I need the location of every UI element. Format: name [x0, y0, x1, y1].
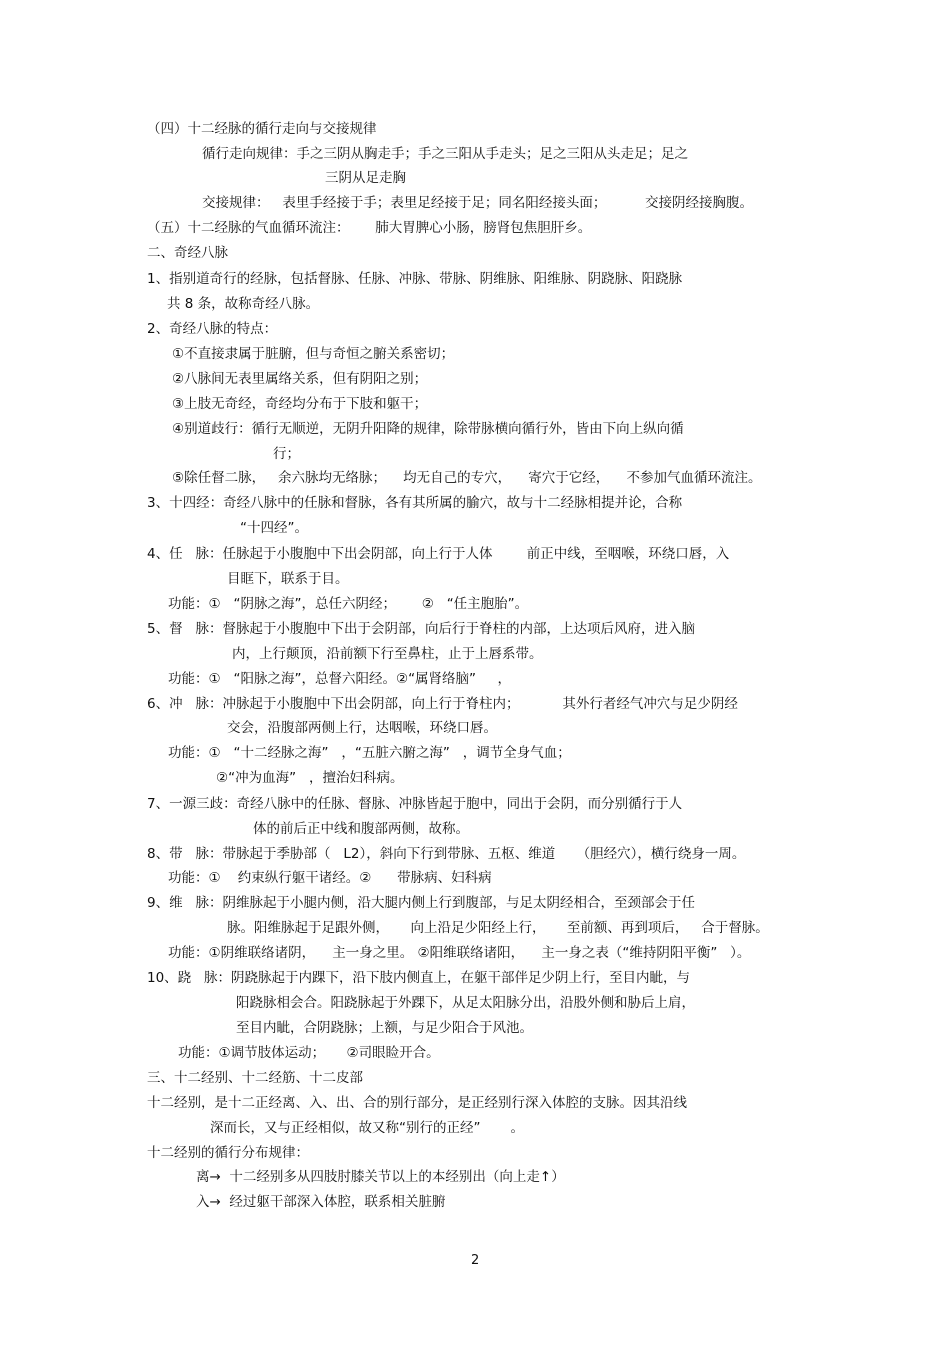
- text-line: 体的前后正中线和腹部两侧，故称。: [253, 821, 469, 837]
- text-line: 脉。阳维脉起于足跟外侧， 向上沿足少阳经上行， 至前额、再到项后， 合于督脉。: [227, 920, 769, 936]
- text-line: 7、一源三歧：奇经八脉中的任脉、督脉、冲脉皆起于胞中，同出于会阴，而分别循行于人: [147, 796, 683, 812]
- function-line: 功能：①调节肢体运动； ②司眼睑开合。: [178, 1045, 440, 1061]
- text-line: 目眶下，联系于目。: [227, 571, 349, 587]
- text-line: 入→ 经过躯干部深入体腔，联系相关脏腑: [196, 1194, 446, 1210]
- text-line: 交接规律： 表里手经接于手；表里足经接于足；同名阳经接头面； 交接阴经接胸腹。: [202, 195, 753, 211]
- text-line: 10、跷 脉：阴跷脉起于内踝下，沿下肢内侧直上，在躯干部伴足少阴上行，至目内眦，与: [147, 970, 691, 986]
- text-line: 十二经别的循行分布规律：: [147, 1145, 309, 1161]
- list-item: ⑤除任督二脉， 余六脉均无络脉； 均无自己的专穴， 寄穴于它经， 不参加气血循环流注。: [172, 470, 762, 486]
- text-line: 9、维 脉：阴维脉起于小腿内侧，沿大腿内侧上行到腹部，与足太阴经相合，至颈部会于任: [147, 895, 695, 911]
- text-line: 6、冲 脉：冲脉起于小腹胞中下出会阴部，向上行于脊柱内； 其外行者经气冲穴与足少阴经: [147, 696, 738, 712]
- text-line: “十四经”。: [240, 520, 308, 536]
- section-heading-four: （四）十二经脉的循行走向与交接规律: [147, 121, 377, 137]
- list-item: ①不直接隶属于脏腑，但与奇恒之腑关系密切；: [172, 346, 455, 362]
- function-line: 功能：①阴维联络诸阴， 主一身之里。 ②阳维联络诸阳， 主一身之表（“维持阴阳平衡” ）。: [168, 945, 751, 961]
- list-item: ③上肢无奇经，奇经均分布于下肢和躯干；: [172, 396, 428, 412]
- section-heading-five: （五）十二经脉的气血循环流注： 肺大胃脾心小肠，膀肾包焦胆肝乡。: [147, 220, 592, 236]
- list-item: ②八脉间无表里属络关系，但有阴阳之别；: [172, 371, 428, 387]
- function-line: 功能：① “十二经脉之海” ，“五脏六腑之海” ，调节全身气血；: [168, 745, 571, 761]
- text-line: 深而长，又与正经相似，故又称“别行的正经” 。: [210, 1120, 525, 1136]
- text-line: 共 8 条，故称奇经八脉。: [167, 296, 320, 312]
- function-line: 功能：① “阴脉之海”，总任六阴经； ② “任主胞胎”。: [168, 596, 529, 612]
- text-line: 3、十四经：奇经八脉中的任脉和督脉，各有其所属的腧穴，故与十二经脉相提并论，合称: [147, 495, 683, 511]
- text-line: 至目内眦，合阴跷脉；上额，与足少阳合于风池。: [236, 1020, 533, 1036]
- text-line: 内，上行颠顶，沿前额下行至鼻柱，止于上唇系带。: [232, 646, 543, 662]
- list-item: ④别道歧行：循行无顺逆，无阴升阳降的规律，除带脉横向循行外，皆由下向上纵向循: [172, 421, 684, 437]
- text-line: ②“冲为血海” ，擅治妇科病。: [216, 770, 404, 786]
- text-line: 十二经别，是十二正经离、入、出、合的别行部分，是正经别行深入体腔的支脉。因其沿线: [147, 1095, 687, 1111]
- text-line: 交会，沿腹部两侧上行，达咽喉，环绕口唇。: [227, 720, 497, 736]
- section-heading-three: 三、十二经别、十二经筋、十二皮部: [147, 1070, 363, 1086]
- text-line: 行；: [273, 446, 300, 462]
- text-line: 1、指别道奇行的经脉，包括督脉、任脉、冲脉、带脉、阴维脉、阳维脉、阴跷脉、阳跷脉: [147, 271, 683, 287]
- function-line: 功能：① “阳脉之海”，总督六阳经。②“属肾络脑” ，: [168, 671, 512, 687]
- text-line: 循行走向规律：手之三阴从胸走手；手之三阳从手走头；足之三阳从头走足；足之: [202, 146, 688, 162]
- text-line: 三阴从足走胸: [325, 170, 406, 186]
- text-line: 2、奇经八脉的特点：: [147, 321, 278, 337]
- function-line: 功能：① 约束纵行躯干诸经。② 带脉病、妇科病: [168, 870, 492, 886]
- text-line: 4、任 脉：任脉起于小腹胞中下出会阴部，向上行于人体 前正中线，至咽喉，环绕口唇，入: [147, 546, 730, 562]
- text-line: 5、督 脉：督脉起于小腹胞中下出于会阴部，向后行于脊柱的内部，上达项后风府，进入脑: [147, 621, 695, 637]
- section-heading-two: 二、奇经八脉: [147, 245, 228, 261]
- text-line: 离→ 十二经别多从四肢肘膝关节以上的本经别出（向上走↑）: [196, 1169, 565, 1185]
- page-number: 2: [471, 1253, 480, 1268]
- text-line: 阳跷脉相会合。阳跷脉起于外踝下，从足太阳脉分出，沿股外侧和胁后上肩，: [236, 995, 695, 1011]
- text-line: 8、带 脉：带脉起于季胁部（ L2），斜向下行到带脉、五枢、维道 （胆经穴），横行绕身一周。: [147, 846, 746, 862]
